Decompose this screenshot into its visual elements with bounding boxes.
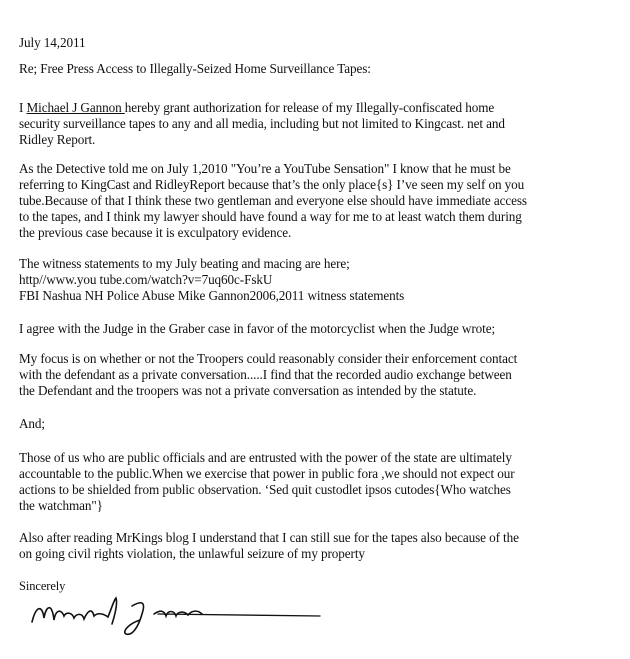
p7-line-4: the watchman"} <box>19 498 103 513</box>
letter-date: July 14,2011 <box>19 35 86 50</box>
p6-line: And; <box>19 416 45 431</box>
p1-line-1: I Michael J Gannon hereby grant authorization for release of my Illegally-confiscated home <box>19 100 495 115</box>
handwritten-signature <box>28 592 328 642</box>
p8-line-2: on going civil rights violation, the unlawful seizure of my property <box>19 546 365 561</box>
p8-line-1: Also after reading MrKings blog I understand that I can still sue for the tapes also because of the <box>19 530 519 545</box>
p1-line-3: Ridley Report. <box>19 132 96 147</box>
p2-line-3: tube.Because of that I think these two gentleman and everyone else should have immediate access <box>19 193 527 208</box>
p3-line-1: The witness statements to my July beating and macing are here; <box>19 256 350 271</box>
p5-line-1: My focus is on whether or not the Troopers could reasonably consider their enforcement contact <box>19 351 518 366</box>
p2-line-1: As the Detective told me on July 1,2010 "You’re a YouTube Sensation" I know that he must be <box>19 161 511 176</box>
p1-line-2: security surveillance tapes to any and all media, including but not limited to Kingcast. net and <box>19 116 505 131</box>
p4-line: I agree with the Judge in the Graber case in favor of the motorcyclist when the Judge wrote; <box>19 321 496 336</box>
p2-line-5: the previous case because it is exculpatory evidence. <box>19 225 292 240</box>
p3-line-3: FBI Nashua NH Police Abuse Mike Gannon2006,2011 witness statements <box>19 288 405 303</box>
closing: Sincerely <box>19 579 66 593</box>
p7-line-1: Those of us who are public officials and are entrusted with the power of the state are ultimately <box>19 450 512 465</box>
p5-line-2: with the defendant as a private conversation.....I find that the recorded audio exchange between <box>19 367 512 382</box>
p7-line-3: actions to be shielded from public observation. ‘Sed quit custodlet ipsos cutodes{Who watches <box>19 482 511 497</box>
p5-line-3: the Defendant and the troopers was not a private conversation as intended by the statute. <box>19 383 477 398</box>
p2-line-2: referring to KingCast and RidleyReport because that’s the only place{s} I’ve seen my self on you <box>19 177 525 192</box>
p3-url: http//www.you tube.com/watch?v=7uq60c-FskU <box>19 272 273 287</box>
letter-subject: Re; Free Press Access to Illegally-Seized Home Surveillance Tapes: <box>19 61 371 76</box>
p2-line-4: to the tapes, and I think my lawyer should have found a way for me to at least watch them during <box>19 209 522 224</box>
author-name: Michael J Gannon <box>26 100 125 115</box>
p7-line-2: accountable to the public.When we exercise that power in public fora ,we should not expect our <box>19 466 515 481</box>
